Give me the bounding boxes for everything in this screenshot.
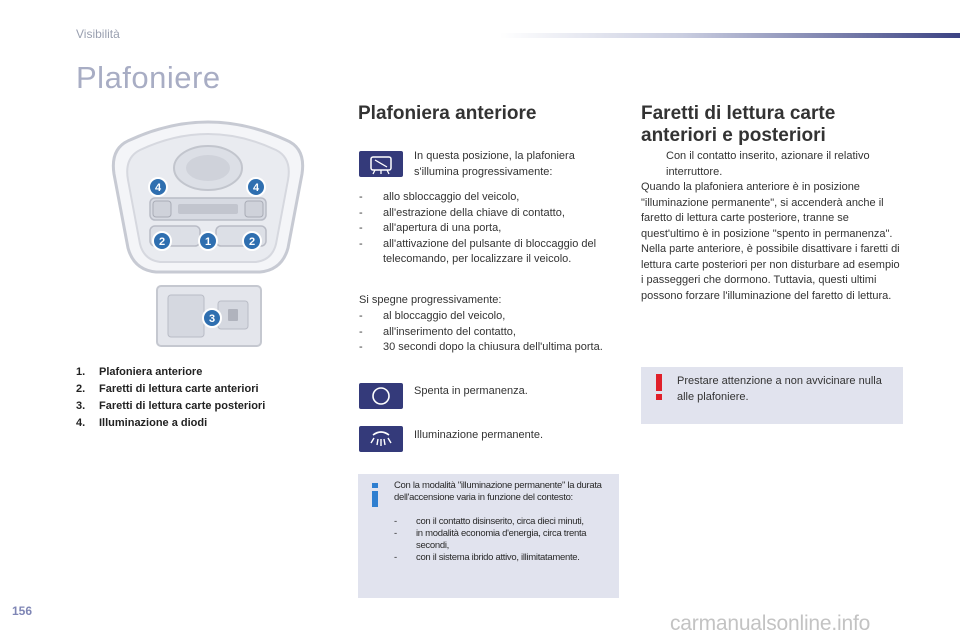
- info-icon: [368, 481, 382, 509]
- svg-text:2: 2: [158, 236, 166, 248]
- legend-item: 3. Faretti di lettura carte posteriori: [76, 400, 266, 412]
- callout-2-right: [243, 232, 261, 250]
- always-off-description: Spenta in permanenza.: [414, 385, 528, 397]
- list-item: - all'attivazione del pulsante di bloccaggio del telecomando, per localizzare il veicolo.: [359, 237, 619, 268]
- callout-1: [199, 232, 217, 250]
- section-label: Visibilità: [76, 27, 120, 41]
- list-item: - 30 secondi dopo la chiusura dell'ultima porta.: [359, 340, 619, 356]
- list-item: - con il contatto disinserito, circa dieci minuti,: [394, 516, 616, 528]
- legend-list: [76, 364, 316, 432]
- page-title: Plafoniere: [76, 60, 221, 95]
- always-on-description: Illuminazione permanente.: [414, 429, 544, 441]
- callout-2-left: [153, 232, 171, 250]
- list-item: - all'apertura di una porta,: [359, 221, 619, 237]
- progressive-cases-list: [359, 190, 619, 268]
- light-off-icon: [359, 383, 403, 409]
- svg-text:2: 2: [248, 236, 256, 248]
- warning-box: [641, 367, 903, 424]
- rear-reading-light-diagram: [156, 285, 262, 347]
- list-item: - all'estrazione della chiave di contatto,: [359, 206, 619, 222]
- legend-item: 2. Faretti di lettura carte anteriori: [76, 383, 259, 395]
- info-list: [394, 516, 616, 564]
- list-item: - in modalità economia d'energia, circa trenta secondi,: [394, 528, 616, 552]
- warning-text: Prestare attenzione a non avvicinare nulla alle plafoniere.: [677, 375, 882, 403]
- progressive-description: In questa posizione, la plafoniera s'illumina progressivamente:: [414, 150, 575, 178]
- svg-text:1: 1: [204, 236, 212, 248]
- list-item: - con il sistema ibrido attivo, illimitatamente.: [394, 552, 616, 564]
- front-light-heading: Plafoniera anteriore: [358, 103, 537, 124]
- callout-4-left: [149, 178, 167, 196]
- svg-text:4: 4: [154, 182, 162, 194]
- legend-item: 1. Plafoniera anteriore: [76, 366, 203, 378]
- header-bar: [500, 33, 960, 38]
- callout-4-right: [247, 178, 265, 196]
- step-text: Con il contatto inserito, azionare il relativo interruttore.: [666, 150, 870, 178]
- watermark: carmanualsonline.info: [670, 612, 871, 635]
- reading-lights-heading: Faretti di lettura carte anteriori e posteriori: [641, 103, 836, 146]
- list-item: - all'inserimento del contatto,: [359, 325, 619, 341]
- off-intro: Si spegne progressivamente:: [359, 294, 502, 306]
- exclamation-icon: [654, 373, 664, 401]
- off-cases-list: [359, 309, 619, 356]
- svg-text:4: 4: [252, 182, 260, 194]
- callout-3: [203, 309, 221, 327]
- list-item: - al bloccaggio del veicolo,: [359, 309, 619, 325]
- ceiling-light-diagram: [110, 110, 306, 282]
- info-title: Con la modalità "illuminazione permanente" la durata dell'accensione varia in funzione del contesto:: [394, 480, 602, 503]
- page-number: 156: [12, 604, 33, 618]
- info-box: [358, 474, 619, 598]
- list-item: - allo sbloccaggio del veicolo,: [359, 190, 619, 206]
- instruction-step: [641, 149, 903, 180]
- door-light-icon: [359, 151, 403, 177]
- svg-text:3: 3: [208, 313, 216, 325]
- reading-lights-paragraph: Quando la plafoniera anteriore è in posizione "illuminazione permanente", si accenderà anche il faretto di lettura carte posteriore, tranne se quest'ultimo è in posizione "spento in permanenza". Nella parte anteriore, è possibile disattivare i faretti di lettura carte posteriori per non disturbare ad esempio i passeggeri che dormono. Tuttavia, questi ultimi possono forzare l'illuminazione del faretto di lettura.: [641, 181, 900, 302]
- light-on-icon: [359, 426, 403, 452]
- legend-item: 4. Illuminazione a diodi: [76, 417, 208, 429]
